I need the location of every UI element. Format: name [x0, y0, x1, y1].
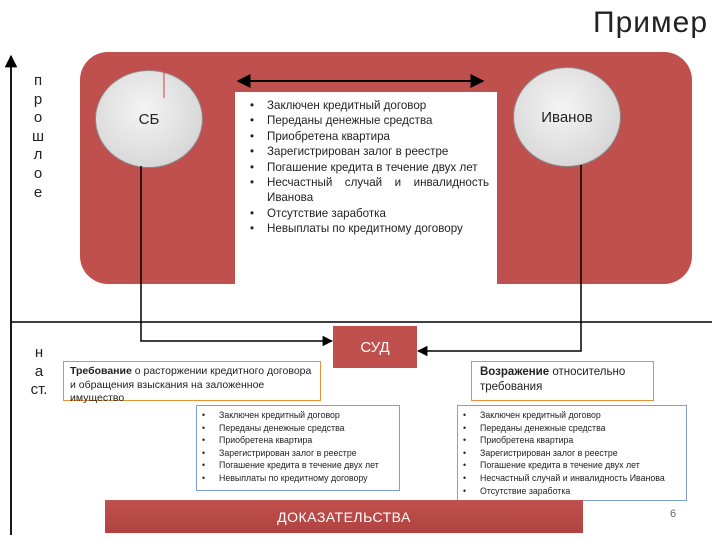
- bank-evidence-item: • Зарегистрирован залог в реестре: [199, 447, 397, 460]
- borrower-evidence-item: • Несчастный случай и инвалидность Иванова: [460, 472, 684, 485]
- past-letter: е: [33, 183, 43, 201]
- page-number: 6: [670, 508, 677, 520]
- past-event-item: • Отсутствие заработка: [247, 206, 489, 221]
- past-event-item: • Заключен кредитный договор: [247, 98, 489, 113]
- objection-heading: Возражение: [480, 366, 550, 378]
- borrower-evidence-item: • Приобретена квартира: [460, 434, 684, 447]
- past-letter: п: [33, 72, 43, 89]
- claim-text: о расторжении кредитного договора и обращения взыскания на заложенное имущество: [70, 365, 312, 404]
- past-event-item: • Несчастный случай и инвалидность Иванова: [247, 175, 489, 206]
- bank-evidence-box: [196, 405, 400, 491]
- borrower-evidence-item: • Зарегистрирован залог в реестре: [460, 447, 684, 460]
- bank-evidence-item: • Переданы денежные средства: [199, 422, 397, 435]
- past-event-item: • Невыплаты по кредитному договору: [247, 221, 489, 236]
- objection-text: относительно требования: [480, 366, 626, 393]
- bank-evidence-item: • Погашение кредита в течение двух лет: [199, 459, 397, 472]
- court-box: [333, 326, 417, 368]
- past-event-item: • Переданы денежные средства: [247, 113, 489, 128]
- past-event-item: • Приобретена квартира: [247, 129, 489, 144]
- past-letter: л: [33, 146, 43, 164]
- borrower-label: Иванов: [541, 108, 593, 126]
- bank-label: СБ: [138, 110, 160, 128]
- borrower-evidence-item: • Погашение кредита в течение двух лет: [460, 459, 684, 472]
- present-letter: н: [34, 344, 44, 361]
- past-event-item: • Зарегистрирован залог в реестре: [247, 144, 489, 159]
- evidence-bar: [105, 500, 583, 533]
- past-letter: р: [33, 90, 43, 108]
- objection-box: [471, 361, 654, 401]
- slide-title: Пример: [593, 6, 708, 39]
- bank-evidence-item: • Заключен кредитный договор: [199, 409, 397, 422]
- past-letter: ш: [31, 127, 45, 145]
- evidence-label: ДОКАЗАТЕЛЬСТВА: [277, 508, 411, 525]
- borrower-evidence-box: [457, 405, 687, 501]
- bank-evidence-item: • Невыплаты по кредитному договору: [199, 472, 397, 485]
- court-label: СУД: [360, 338, 390, 356]
- borrower-evidence-item: • Отсутствие заработка: [460, 485, 684, 498]
- claim-box: [63, 361, 321, 404]
- borrower-evidence-item: • Переданы денежные средства: [460, 422, 684, 435]
- borrower-evidence-item: • Заключен кредитный договор: [460, 409, 684, 422]
- present-letter: ст.: [30, 381, 48, 399]
- present-letter: а: [34, 362, 44, 380]
- past-event-item: • Погашение кредита в течение двух лет: [247, 160, 489, 175]
- past-letter: о: [33, 109, 43, 127]
- claim-heading: Требование: [70, 365, 132, 377]
- bank-evidence-item: • Приобретена квартира: [199, 434, 397, 447]
- past-letter: о: [33, 164, 43, 182]
- bank-to-court-line: [141, 166, 332, 341]
- borrower-to-court-line: [418, 165, 581, 351]
